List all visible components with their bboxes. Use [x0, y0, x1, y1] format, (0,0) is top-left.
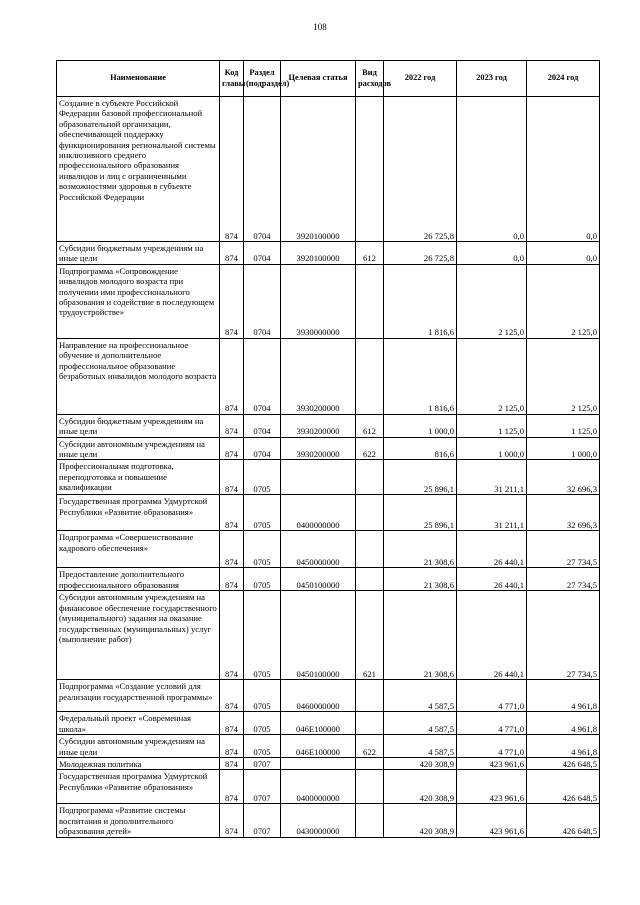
- row-2024: 426 648,5: [527, 758, 600, 770]
- row-code: 874: [220, 680, 244, 712]
- row-target: 0450100000: [281, 591, 356, 680]
- row-2022: 21 308,6: [384, 531, 457, 568]
- row-2022: 1 816,6: [384, 264, 457, 338]
- row-section: 0705: [244, 460, 281, 495]
- row-name: Подпрограмма «Создание условий для реализации государственной программы»: [57, 680, 220, 712]
- table-row: [57, 495, 600, 531]
- row-code: 874: [220, 712, 244, 735]
- table-row: [57, 242, 600, 265]
- table-row: [57, 338, 600, 414]
- row-2022: 21 308,6: [384, 568, 457, 591]
- row-code: 874: [220, 264, 244, 338]
- budget-table: [56, 60, 600, 838]
- table-row: [57, 531, 600, 568]
- row-2023: 2 125,0: [457, 264, 527, 338]
- row-2024: 4 961,8: [527, 680, 600, 712]
- row-code: 874: [220, 591, 244, 680]
- table-row: [57, 264, 600, 338]
- row-target: [281, 460, 356, 495]
- row-2022: 1 816,6: [384, 338, 457, 414]
- row-name: Субсидии бюджетным учреждениям на иные цели: [57, 242, 220, 265]
- row-2024: 27 734,5: [527, 531, 600, 568]
- row-name: Профессиональная подготовка, переподготовка и повышение квалификации: [57, 460, 220, 495]
- table-row: [57, 97, 600, 242]
- row-name: Направление на профессиональное обучение и дополнительное профессиональное образование безработных инвалидов молодого возраста: [57, 338, 220, 414]
- row-2023: 26 440,1: [457, 568, 527, 591]
- row-target: 046E100000: [281, 712, 356, 735]
- row-type: 622: [356, 437, 384, 460]
- row-type: 622: [356, 735, 384, 758]
- row-target: 3930200000: [281, 437, 356, 460]
- row-target: 0400000000: [281, 770, 356, 804]
- row-type: [356, 568, 384, 591]
- row-type: 621: [356, 591, 384, 680]
- row-section: 0705: [244, 531, 281, 568]
- row-section: 0704: [244, 437, 281, 460]
- table-row: [57, 437, 600, 460]
- header-code: Код главы: [220, 61, 244, 97]
- row-name: Субсидии бюджетным учреждениям на иные цели: [57, 414, 220, 437]
- row-2023: 1 000,0: [457, 437, 527, 460]
- row-2024: 27 734,5: [527, 591, 600, 680]
- row-2023: 0,0: [457, 242, 527, 265]
- row-section: 0705: [244, 680, 281, 712]
- row-target: 0450000000: [281, 531, 356, 568]
- row-name: Подпрограмма «Развитие системы воспитания и дополнительного образования детей»: [57, 804, 220, 837]
- row-2024: 0,0: [527, 97, 600, 242]
- row-type: 612: [356, 242, 384, 265]
- row-2024: 4 961,8: [527, 712, 600, 735]
- table-row: [57, 568, 600, 591]
- row-type: [356, 712, 384, 735]
- header-type: Вид расходов: [356, 61, 384, 97]
- header-name: Наименование: [57, 61, 220, 97]
- row-2022: 420 308,9: [384, 804, 457, 837]
- row-section: 0705: [244, 568, 281, 591]
- row-target: 0450100000: [281, 568, 356, 591]
- row-2024: 426 648,5: [527, 770, 600, 804]
- header-section: Раздел (подраздел): [244, 61, 281, 97]
- row-section: 0705: [244, 735, 281, 758]
- row-type: [356, 770, 384, 804]
- row-2024: 1 125,0: [527, 414, 600, 437]
- row-type: [356, 804, 384, 837]
- row-code: 874: [220, 97, 244, 242]
- row-2023: 423 961,6: [457, 804, 527, 837]
- row-name: Подпрограмма «Сопровождение инвалидов молодого возраста при получении ими профессионального образования и содействие в последующем трудоустройстве»: [57, 264, 220, 338]
- row-2024: 2 125,0: [527, 338, 600, 414]
- row-code: 874: [220, 531, 244, 568]
- table-row: [57, 735, 600, 758]
- row-name: Федеральный проект «Современная школа»: [57, 712, 220, 735]
- table-body: [57, 97, 600, 838]
- row-type: [356, 97, 384, 242]
- row-target: 0460000000: [281, 680, 356, 712]
- row-2024: 1 000,0: [527, 437, 600, 460]
- row-2023: 4 771,0: [457, 680, 527, 712]
- row-name: Субсидии автономным учреждениям на иные цели: [57, 735, 220, 758]
- row-type: [356, 758, 384, 770]
- table-row: [57, 414, 600, 437]
- row-target: 0400000000: [281, 495, 356, 531]
- row-2023: 26 440,1: [457, 591, 527, 680]
- row-target: [281, 758, 356, 770]
- row-code: 874: [220, 735, 244, 758]
- row-name: Государственная программа Удмуртской Республики «Развитие образования»: [57, 495, 220, 531]
- row-2022: 25 896,1: [384, 460, 457, 495]
- row-2022: 1 000,0: [384, 414, 457, 437]
- row-name: Субсидии автономным учреждениям на иные цели: [57, 437, 220, 460]
- row-2024: 0,0: [527, 242, 600, 265]
- row-type: [356, 460, 384, 495]
- row-target: 3930200000: [281, 338, 356, 414]
- header-2024: 2024 год: [527, 61, 600, 97]
- table-row: [57, 712, 600, 735]
- row-section: 0704: [244, 414, 281, 437]
- row-2024: 426 648,5: [527, 804, 600, 837]
- row-type: [356, 680, 384, 712]
- row-name: Предоставление дополнительного профессионального образования: [57, 568, 220, 591]
- row-2022: 420 308,9: [384, 758, 457, 770]
- row-2024: 4 961,8: [527, 735, 600, 758]
- row-section: 0704: [244, 97, 281, 242]
- row-name: Создание в субъекте Российской Федерации базовой профессиональной образовательной организации, обеспечивающей поддержку функционирования региональной системы инклюзивного среднего профессионального образования инвалидов и лиц с ограниченными возможностями здоровья в субъекте Российской Федерации: [57, 97, 220, 242]
- row-target: 3920100000: [281, 242, 356, 265]
- row-type: 612: [356, 414, 384, 437]
- row-code: 874: [220, 770, 244, 804]
- row-target: 046E100000: [281, 735, 356, 758]
- row-2022: 4 587,5: [384, 680, 457, 712]
- row-section: 0704: [244, 264, 281, 338]
- row-2023: 423 961,6: [457, 758, 527, 770]
- row-section: 0707: [244, 758, 281, 770]
- row-2023: 0,0: [457, 97, 527, 242]
- table-row: [57, 770, 600, 804]
- table-row: [57, 758, 600, 770]
- row-2023: 31 211,1: [457, 460, 527, 495]
- row-section: 0705: [244, 591, 281, 680]
- row-code: 874: [220, 437, 244, 460]
- row-section: 0705: [244, 712, 281, 735]
- row-target: 3920100000: [281, 97, 356, 242]
- row-name: Государственная программа Удмуртской Республики «Развитие образования»: [57, 770, 220, 804]
- row-2023: 1 125,0: [457, 414, 527, 437]
- row-2022: 26 725,8: [384, 97, 457, 242]
- row-code: 874: [220, 804, 244, 837]
- row-2022: 4 587,5: [384, 712, 457, 735]
- row-section: 0705: [244, 495, 281, 531]
- row-type: [356, 531, 384, 568]
- row-section: 0707: [244, 770, 281, 804]
- table-row: [57, 460, 600, 495]
- row-name: Подпрограмма «Совершенствование кадрового обеспечения»: [57, 531, 220, 568]
- row-2022: 21 308,6: [384, 591, 457, 680]
- row-2023: 4 771,0: [457, 735, 527, 758]
- row-code: 874: [220, 242, 244, 265]
- header-row: [57, 61, 600, 97]
- row-type: [356, 495, 384, 531]
- table-row: [57, 680, 600, 712]
- row-type: [356, 264, 384, 338]
- row-section: 0707: [244, 804, 281, 837]
- row-target: 3930000000: [281, 264, 356, 338]
- row-2024: 2 125,0: [527, 264, 600, 338]
- header-target: Целевая статья: [281, 61, 356, 97]
- header-2022: 2022 год: [384, 61, 457, 97]
- row-2023: 423 961,6: [457, 770, 527, 804]
- table-row: [57, 591, 600, 680]
- row-2022: 816,6: [384, 437, 457, 460]
- row-target: 3930200000: [281, 414, 356, 437]
- row-target: 0430000000: [281, 804, 356, 837]
- row-2023: 26 440,1: [457, 531, 527, 568]
- row-2022: 4 587,5: [384, 735, 457, 758]
- row-2022: 26 725,8: [384, 242, 457, 265]
- page-number: 108: [313, 22, 327, 32]
- row-code: 874: [220, 414, 244, 437]
- row-2023: 2 125,0: [457, 338, 527, 414]
- row-2024: 27 734,5: [527, 568, 600, 591]
- row-2022: 420 308,9: [384, 770, 457, 804]
- row-type: [356, 338, 384, 414]
- row-section: 0704: [244, 338, 281, 414]
- row-code: 874: [220, 758, 244, 770]
- table-row: [57, 804, 600, 837]
- row-code: 874: [220, 338, 244, 414]
- row-2023: 31 211,1: [457, 495, 527, 531]
- row-code: 874: [220, 568, 244, 591]
- row-code: 874: [220, 460, 244, 495]
- row-2023: 4 771,0: [457, 712, 527, 735]
- row-section: 0704: [244, 242, 281, 265]
- row-code: 874: [220, 495, 244, 531]
- row-2024: 32 696,3: [527, 495, 600, 531]
- row-2024: 32 696,3: [527, 460, 600, 495]
- header-2023: 2023 год: [457, 61, 527, 97]
- row-name: Субсидии автономным учреждениям на финансовое обеспечение государственного (муниципального) задания на оказание государственных (муниципальных) услуг (выполнение работ): [57, 591, 220, 680]
- row-name: Молодежная политика: [57, 758, 220, 770]
- row-2022: 25 896,1: [384, 495, 457, 531]
